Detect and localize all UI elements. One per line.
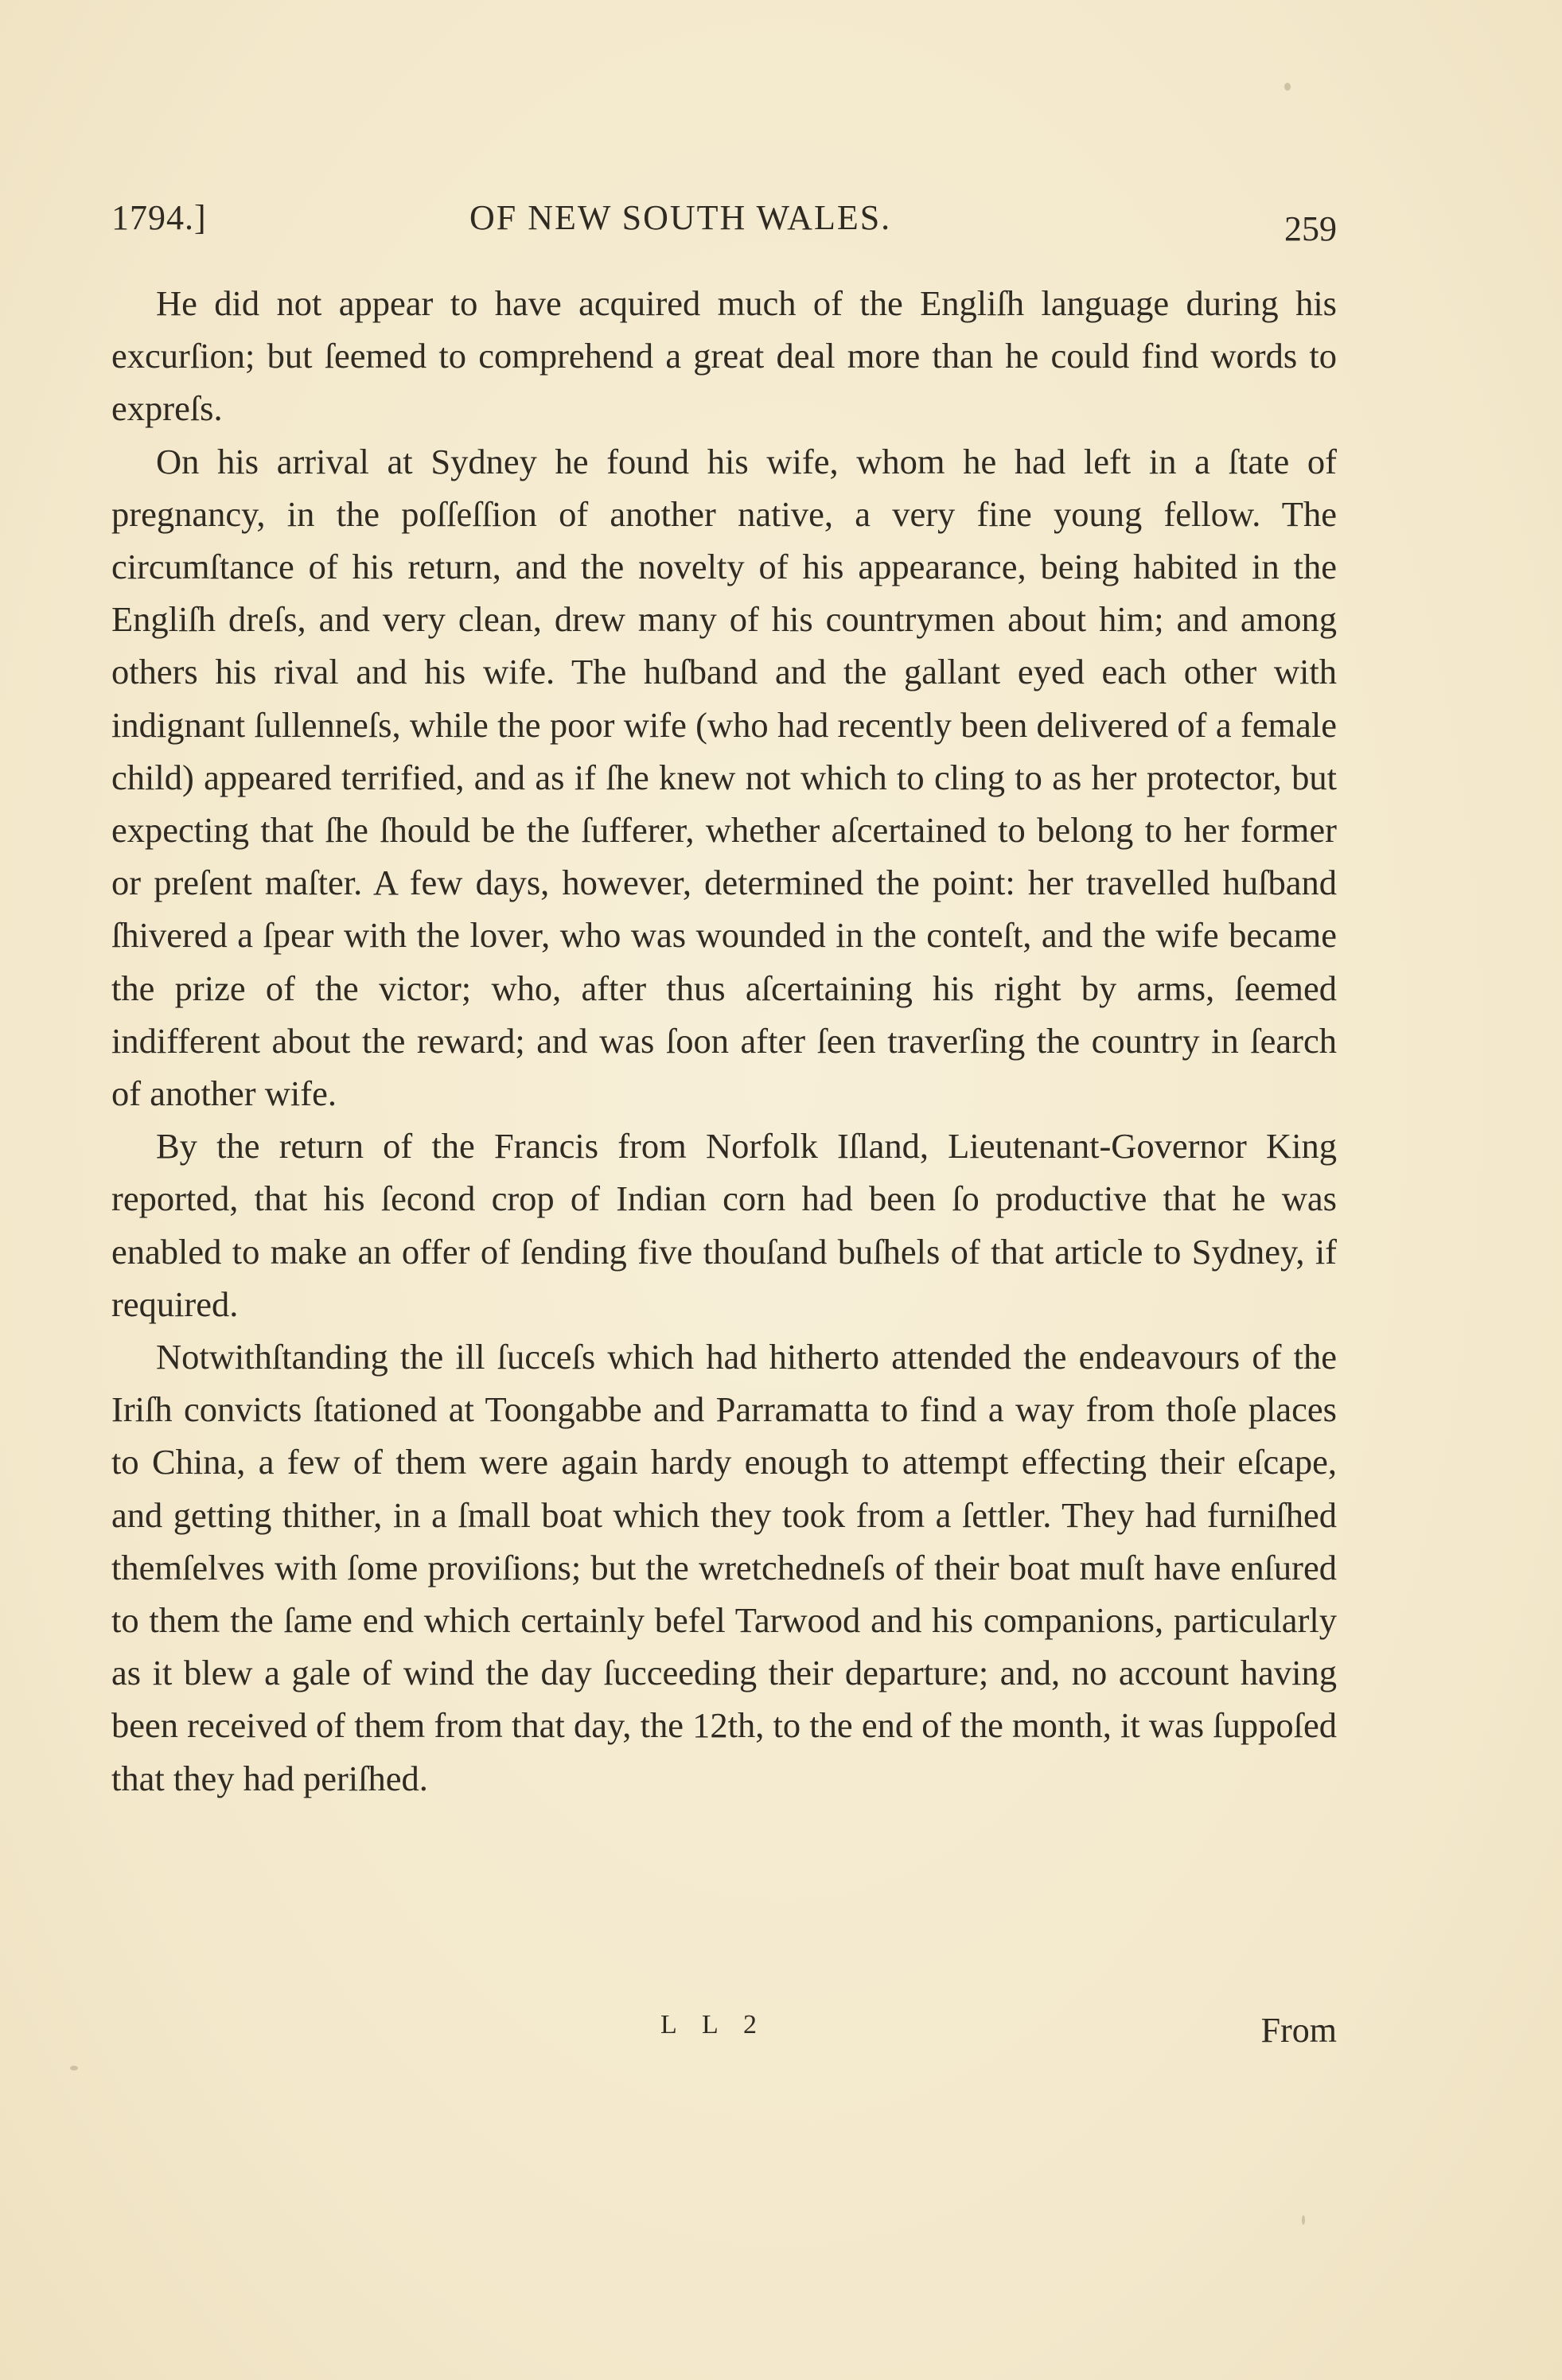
body-text xyxy=(111,277,1337,1805)
paper-speck xyxy=(1302,2215,1305,2225)
header-title: OF NEW SOUTH WALES. xyxy=(469,198,892,237)
page-footer xyxy=(111,2010,1337,2066)
header-year: 1794.] xyxy=(111,198,207,237)
paragraph: On his arrival at Sydney he found his wife, whom he had left in a ſtate of pregnancy, in the poſſeſſion of another native, a very fine young fellow. The circumſtance of his return, and the novelty of his appearance, being habited in the Engliſh dreſs, and very clean, drew many of his countrymen about him; and among others his rival and his wife. The huſband and the gallant eyed each other with indignant ſullenneſs, while the poor wife (who had recently been delivered of a female child) appeared terrified, and as if ſhe knew not which to cling to as her protector, but expecting that ſhe ſhould be the ſufferer, whether aſcertained to belong to her former or preſent maſter. A few days, however, determined the point: her travelled huſband ſhivered a ſpear with the lover, who was wounded in the conteſt, and the wife became the prize of the victor; who, after thus aſcertaining his right by arms, ſeemed indifferent about the reward; and was ſoon after ſeen traverſing the country in ſearch of another wife. xyxy=(111,441,1337,1114)
signature-mark: L L 2 xyxy=(660,2010,767,2039)
paper-speck xyxy=(70,2066,78,2070)
paragraph: By the return of the Francis from Norfolk Iſland, Lieutenant-Governor King reported, that his ſecond crop of Indian corn had been ſo productive that he was enabled to make an offer of ſending five thouſand buſhels of that article to Sydney, if required. xyxy=(111,1126,1337,1324)
catchword: From xyxy=(1260,2011,1337,2050)
page-number: 259 xyxy=(1284,209,1337,248)
running-head xyxy=(111,197,1337,253)
paragraph: Notwithſtanding the ill ſucceſs which had hitherto attended the endeavours of the Iriſh convicts ſtationed at Toongabbe and Parramatta to find a way from thoſe places to China, a few of them were again hardy enough to attempt effecting their eſcape, and getting thither, in a ſmall boat which they took from a ſettler. They had furniſhed themſelves with ſome proviſions; but the wretchedneſs of their boat muſt have enſured to them the ſame end which certainly befel Tarwood and his companions, particularly as it blew a gale of wind the day ſucceeding their departure; and, no account having been received of them from that day, the 12th, to the end of the month, it was ſuppoſed that they had periſhed. xyxy=(111,1337,1337,1798)
paper-speck xyxy=(1284,83,1291,91)
paragraph: He did not appear to have acquired much of the Engliſh language during his excurſion; but ſeemed to comprehend a great deal more than he could find words to expreſs. xyxy=(111,283,1337,429)
